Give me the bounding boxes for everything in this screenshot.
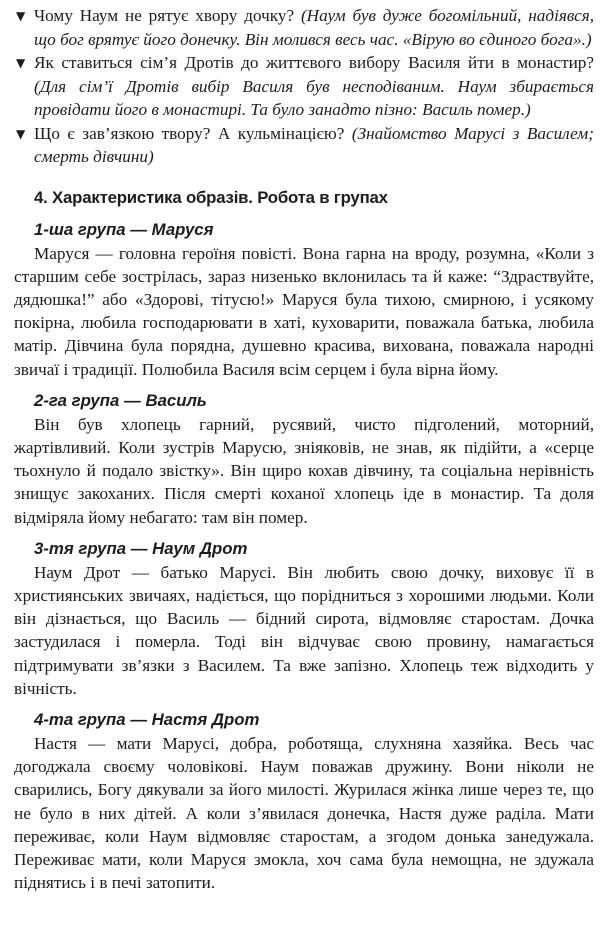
triangle-bullet-icon: ▼: [16, 56, 26, 70]
answer-text: (Наум був дуже богомільний, надіявся, що бог врятує його донечку. Він молився весь час. «Вірую во єдиного бога».): [34, 6, 594, 49]
triangle-bullet-icon: ▼: [16, 9, 26, 23]
triangle-bullet-icon: ▼: [16, 126, 26, 141]
answer-text: (Знайомство Марусі з Василем; смерть дівчини): [34, 123, 594, 166]
question-text: Чому Наум не рятує хвору дочку?: [34, 6, 295, 25]
group-paragraph: Наум Дрот — батько Марусі. Він любить свою дочку, виховує її в християнських звичаях, надіється, що поріднитьcя з хорошими людьми. Коли він дізнається, що Василь — бідний сирота, відмовляє старостам. Дочка застудилася і померла. Тоді він відчуває свою провину, намагається підтримувати зв’язки з Василем. Та вже запізно. Хлопець теж відходить у вічність.: [14, 562, 594, 698]
group-paragraph: Маруся — головна героїня повісті. Вона гарна на вроду, розумна, «Коли з старшим себе зострілась, зараз низенько вклонилась та й каже: “Здраствуйте, дядюшка!” або «Здорові, тітусю!» Маруся була тихою, смирною, і усякому покірна, любила господарювати в хаті, куховарити, поважала батька, любила матір. Дівчина була порядна, душевно красива, вихована, поважала народні звичаї і традиції. Полюбила Василя всім серцем і була вірна йому.: [14, 243, 594, 379]
question-text: Як ставиться сім’я Дротів до життєвого вибору Василя йти в монастир?: [34, 53, 594, 72]
group-heading: 2-га група — Василь: [34, 390, 207, 410]
group-paragraph: Настя — мати Марусі, добра, роботяща, слухняна хазяйка. Весь час догоджала своєму чоловікові. Наум поважав дружину. Вони ніколи не сварились, Богу дякували за його милості. Журилася жінка лише через те, що не було в них дітей. А коли з’явилася донечка, Настя дуже раділа. Мати переживає, коли Наум відмовляє старостам, а згодом донька занедужала. Переживає мати, коли Маруся змокла, хоч сама була немощна, не здужала піднятись і в печі затопити.: [14, 733, 594, 893]
group-paragraph: Він був хлопець гарний, русявий, чисто підголений, моторний, жартівливий. Коли зустрів Марусю, зніяковів, не знав, як підійти, а «серце тьохнуло й подало звістку». Він щиро кохав дівчину, та соціальна нерівність знищує закоханих. Після смерті коханої хлопець іде в монастир. Та доля відміряла йому небагато: там він помер.: [14, 414, 594, 527]
question-text: Що є зав’язкою твору? А кульмінацією?: [34, 123, 345, 143]
group-heading: 1-ша група — Маруся: [34, 219, 214, 239]
group-heading: 3-тя група — Наум Дрот: [34, 538, 248, 558]
question-item: [14, 4, 594, 51]
answer-text: (Для сім’ї Дротів вибір Василя був несподіваним. Наум збирається провідати його в монастирі. Та було занадто пізно: Василь помер.): [34, 76, 594, 119]
question-item: [14, 51, 594, 122]
question-item: [14, 122, 594, 169]
group-heading: 4-та група — Настя Дрот: [34, 709, 260, 729]
section-heading: 4. Характеристика образів. Робота в групах: [34, 187, 388, 207]
